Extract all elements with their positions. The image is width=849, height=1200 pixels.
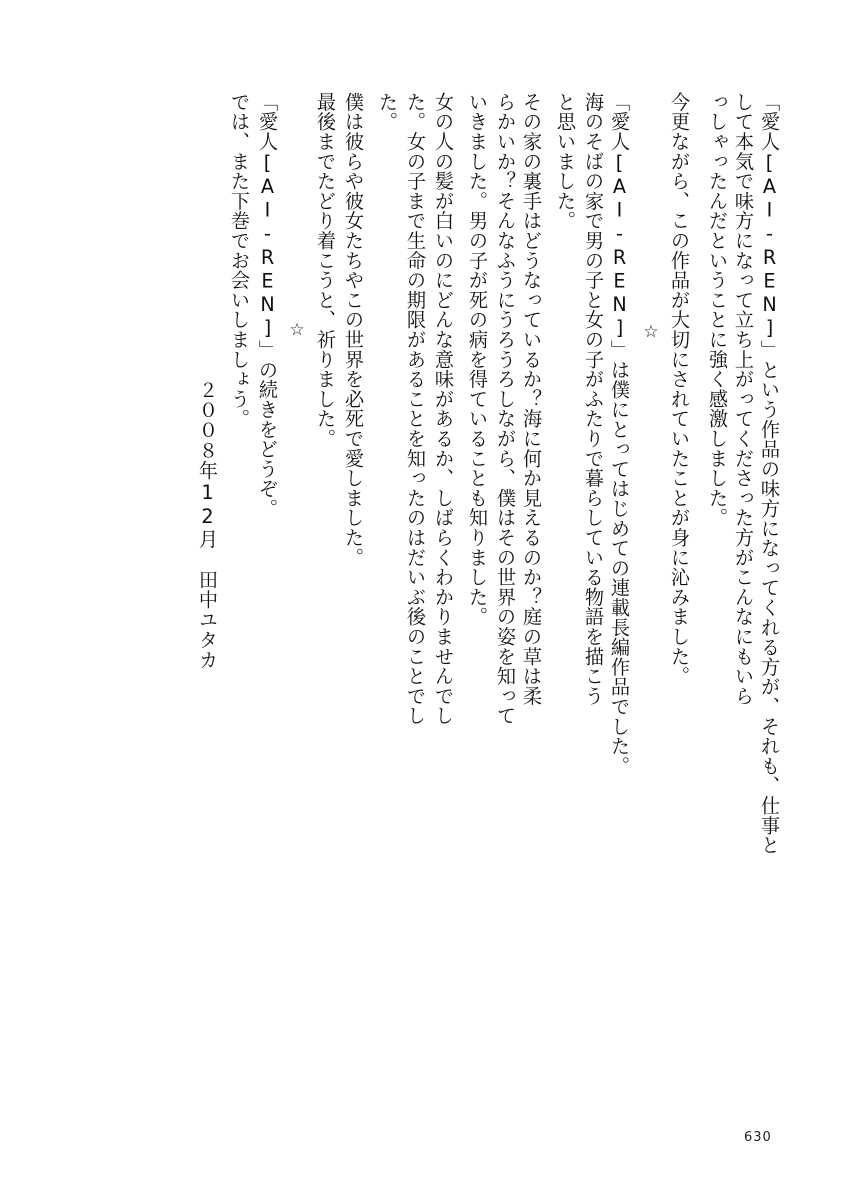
text-column: 女の人の髪が白いのにどんな意味があるか、しばらくわかりませんでし: [432, 92, 455, 726]
text-column: た。: [376, 92, 399, 132]
text-column: 今更ながら、この作品が大切にされていたことが身に沁みました。: [668, 92, 691, 686]
text-column: らかいか？そんなふうにうろうろしながら、僕はその世界の姿を知って: [494, 92, 517, 726]
text-column: して本気で味方になって立ち上がってくださった方がこんなにもいら: [732, 92, 755, 706]
text-column: っしゃったんだということに強く感激しました。: [706, 92, 729, 528]
star-separator: ☆: [287, 320, 307, 340]
text-column: いきました。男の子が死の病を得ていることも知りました。: [466, 92, 489, 627]
text-column: 「愛人[AI-REN]」という作品の味方になってくれる方が、それも、仕事と: [758, 92, 781, 855]
text-column: 海のそばの家で男の子と女の子がふたりで暮らしている物語を描こう: [582, 92, 605, 706]
text-column: 最後までたどり着こうと、祈りました。: [314, 92, 337, 449]
author-signature: ２００８年12月 田中ユタカ: [196, 380, 219, 671]
text-column: と思いました。: [554, 92, 577, 231]
text-column: 「愛人[AI-REN]」の続きをどうぞ。: [256, 92, 279, 519]
text-column: 「愛人[AI-REN]」は僕にとってはじめての連載長編作品でした。: [608, 92, 631, 776]
page-number: 630: [744, 1130, 772, 1145]
star-separator: ☆: [641, 322, 661, 342]
text-column: た。女の子まで生命の期限があることを知ったのはだいぶ後のことでし: [404, 92, 427, 726]
text-column: 僕は彼らや彼女たちやこの世界を必死で愛しました。: [342, 92, 365, 568]
text-column: その家の裏手はどうなっているか？海に何か見えるのか？庭の草は柔: [520, 92, 543, 706]
text-column: では、また下巻でお会いしましょう。: [228, 92, 251, 429]
